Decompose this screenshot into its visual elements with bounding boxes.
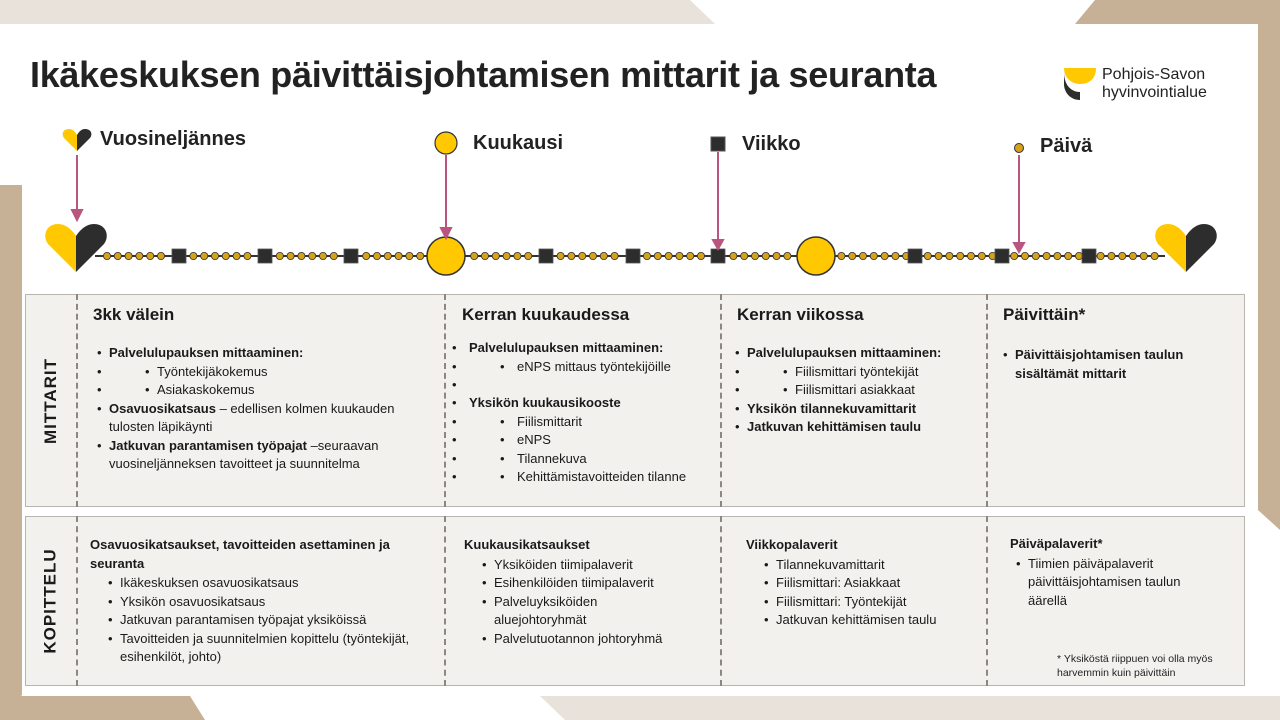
list-item: • Jatkuvan kehittämisen taulu [735, 418, 980, 437]
list-item: • Fiilismittari: Asiakkaat [764, 574, 981, 593]
kopittelu-col4-head: Päiväpalaverit* [1010, 536, 1103, 551]
week-square [344, 249, 358, 263]
day-dot [276, 252, 283, 259]
label-quarter: Vuosineljännes [100, 128, 246, 150]
list-item: • Yksikön tilannekuvamittarit [735, 400, 980, 419]
divider [986, 516, 988, 686]
day-dot [892, 252, 899, 259]
day-dot [525, 252, 532, 259]
day-dot [406, 252, 413, 259]
kopittelu-col1-head: Osavuosikatsaukset, tavoitteiden asettaminen ja seuranta [90, 537, 390, 571]
day-dot [579, 252, 586, 259]
mittarit-label: MITTARIT [41, 357, 60, 444]
list-item: • • Asiakaskokemus [97, 381, 417, 400]
kopittelu-col2-head: Kuukausikatsaukset [464, 537, 590, 552]
day-dot [881, 252, 888, 259]
day-dot [1119, 252, 1126, 259]
kopittelu-col1 [90, 536, 425, 667]
list-item: • Päivittäisjohtamisen taulun sisältämät mittarit [1003, 346, 1203, 383]
day-dot [557, 252, 564, 259]
day-dot [1075, 252, 1082, 259]
day-dot [492, 252, 499, 259]
mittarit-col3 [735, 344, 980, 437]
week-square [908, 249, 922, 263]
list-item: • Fiilismittari: Työntekijät [764, 593, 981, 612]
day-dot [957, 252, 964, 259]
list-item: • Tilannekuvamittarit [764, 556, 981, 575]
day-dot [665, 252, 672, 259]
day-dot [211, 252, 218, 259]
day-dot [384, 252, 391, 259]
list-item: • • Fiilismittari työntekijät [735, 363, 980, 382]
list-item: • Esihenkilöiden tiimipalaverit [482, 574, 704, 593]
quarter-heart-icon [63, 129, 92, 151]
divider [444, 294, 446, 507]
footnote: * Yksiköstä riippuen voi olla myös harvemmin kuin päivittäin [1057, 653, 1213, 679]
list-item: • Palvelulupauksen mittaaminen: [97, 344, 417, 363]
day-dot [654, 252, 661, 259]
week-square [711, 249, 725, 263]
mittarit-col1-head: 3kk välein [93, 305, 175, 324]
day-dot [967, 252, 974, 259]
timeline-month-circle [797, 237, 835, 275]
list-item: • Tiimien päiväpalaverit päivittäisjohtamisen taulun äärellä [1016, 555, 1210, 611]
day-dot [298, 252, 305, 259]
week-square [1082, 249, 1096, 263]
day-dot [503, 252, 510, 259]
list-item: • Osavuosikatsaus – edellisen kolmen kuukauden tulosten läpikäynti [97, 400, 417, 437]
divider [720, 294, 722, 507]
list-item: • Yksikön kuukausikooste [452, 394, 717, 413]
day-dot [125, 252, 132, 259]
day-dot [611, 252, 618, 259]
day-dot [741, 252, 748, 259]
mittarit-label-box [25, 294, 77, 507]
logo-line-2: hyvinvointialue [1102, 84, 1207, 101]
day-dot [643, 252, 650, 259]
kopittelu-label-box [25, 516, 77, 686]
list-item: • Jatkuvan parantamisen työpajat yksiköissä [108, 611, 425, 630]
heart-icon [1155, 224, 1217, 272]
day-dot [319, 252, 326, 259]
divider [720, 516, 722, 686]
day-dot-icon [1015, 144, 1024, 153]
day-dot [395, 252, 402, 259]
day-dot [244, 252, 251, 259]
day-dot [751, 252, 758, 259]
divider [76, 516, 78, 686]
week-square-icon [711, 137, 725, 151]
list-item: • Yksikön osavuosikatsaus [108, 593, 425, 612]
day-dot [1043, 252, 1050, 259]
week-square [539, 249, 553, 263]
kopittelu-col3-head: Viikkopalaverit [746, 537, 838, 552]
day-dot [1140, 252, 1147, 259]
day-dot [363, 252, 370, 259]
day-dot [222, 252, 229, 259]
month-circle-icon [435, 132, 457, 154]
day-dot [190, 252, 197, 259]
list-item: • Ikäkeskuksen osavuosikatsaus [108, 574, 425, 593]
mittarit-col2 [452, 339, 717, 487]
list-item: • Palveluyksiköiden aluejohtoryhmät [482, 593, 634, 630]
heart-icon [45, 224, 107, 272]
day-dot [309, 252, 316, 259]
list-item: • • Fiilismittarit [452, 413, 717, 432]
day-dot [784, 252, 791, 259]
day-dot [568, 252, 575, 259]
day-dot [373, 252, 380, 259]
list-item: • • Fiilismittari asiakkaat [735, 381, 980, 400]
day-dot [1011, 252, 1018, 259]
day-dot [201, 252, 208, 259]
mittarit-col4-head: Päivittäin* [1003, 305, 1086, 324]
day-dot [114, 252, 121, 259]
day-dot [730, 252, 737, 259]
day-dot [1108, 252, 1115, 259]
list-item: • • Kehittämistavoitteiden tilanne [452, 468, 717, 487]
list-item: • Palvelulupauksen mittaaminen: [452, 339, 717, 358]
mittarit-col3-head: Kerran viikossa [737, 305, 864, 324]
day-dot [762, 252, 769, 259]
day-dot [589, 252, 596, 259]
day-dot [978, 252, 985, 259]
day-dot [687, 252, 694, 259]
day-dot [147, 252, 154, 259]
day-dot [233, 252, 240, 259]
day-dot [1032, 252, 1039, 259]
list-item: • • eNPS mittaus työntekijöille [452, 358, 717, 377]
day-dot [849, 252, 856, 259]
day-dot [697, 252, 704, 259]
list-item [452, 376, 717, 394]
day-dot [870, 252, 877, 259]
list-item: • Palvelutuotannon johtoryhmä [482, 630, 704, 649]
list-item: • • Tilannekuva [452, 450, 717, 469]
week-square [995, 249, 1009, 263]
day-dot [838, 252, 845, 259]
week-square [258, 249, 272, 263]
page-title: Ikäkeskuksen päivittäisjohtamisen mittarit ja seuranta [30, 54, 937, 95]
day-dot [773, 252, 780, 259]
list-item: • Jatkuvan parantamisen työpajat –seuraavan vuosineljänneksen tavoitteet ja suunnitelma [97, 437, 417, 474]
day-dot [600, 252, 607, 259]
day-dot [136, 252, 143, 259]
day-dot [417, 252, 424, 259]
day-dot [935, 252, 942, 259]
kopittelu-col3 [746, 536, 981, 630]
day-dot [287, 252, 294, 259]
day-dot [1054, 252, 1061, 259]
label-week: Viikko [742, 133, 801, 155]
label-month: Kuukausi [473, 132, 564, 154]
mittarit-col4 [1003, 346, 1203, 383]
day-dot [1129, 252, 1136, 259]
divider [76, 294, 78, 507]
day-dot [330, 252, 337, 259]
day-dot [1065, 252, 1072, 259]
list-item: • • eNPS [452, 431, 717, 450]
mittarit-col1 [97, 344, 417, 474]
day-dot [471, 252, 478, 259]
list-item: • Jatkuvan kehittämisen taulu [764, 611, 981, 630]
day-dot [946, 252, 953, 259]
timeline-month-circle [427, 237, 465, 275]
week-square [626, 249, 640, 263]
kopittelu-label: KOPITTELU [41, 548, 60, 654]
label-day: Päivä [1040, 135, 1093, 157]
logo-line-1: Pohjois-Savon [1102, 66, 1206, 83]
mittarit-col2-head: Kerran kuukaudessa [462, 305, 630, 324]
list-item: • • Työntekijäkokemus [97, 363, 417, 382]
kopittelu-col2 [464, 536, 704, 648]
day-dot [481, 252, 488, 259]
divider [444, 516, 446, 686]
list-item: • Palvelulupauksen mittaaminen: [735, 344, 980, 363]
list-item: • Tavoitteiden ja suunnitelmien kopittelu (työntekijät, esihenkilöt, johto) [108, 630, 425, 667]
day-dot [157, 252, 164, 259]
day-dot [1097, 252, 1104, 259]
day-dot [1151, 252, 1158, 259]
day-dot [1021, 252, 1028, 259]
day-dot [514, 252, 521, 259]
day-dot [676, 252, 683, 259]
week-square [172, 249, 186, 263]
day-dot [103, 252, 110, 259]
day-dot [924, 252, 931, 259]
list-item: • Yksiköiden tiimipalaverit [482, 556, 704, 575]
divider [986, 294, 988, 507]
day-dot [859, 252, 866, 259]
kopittelu-col4 [1010, 535, 1210, 610]
